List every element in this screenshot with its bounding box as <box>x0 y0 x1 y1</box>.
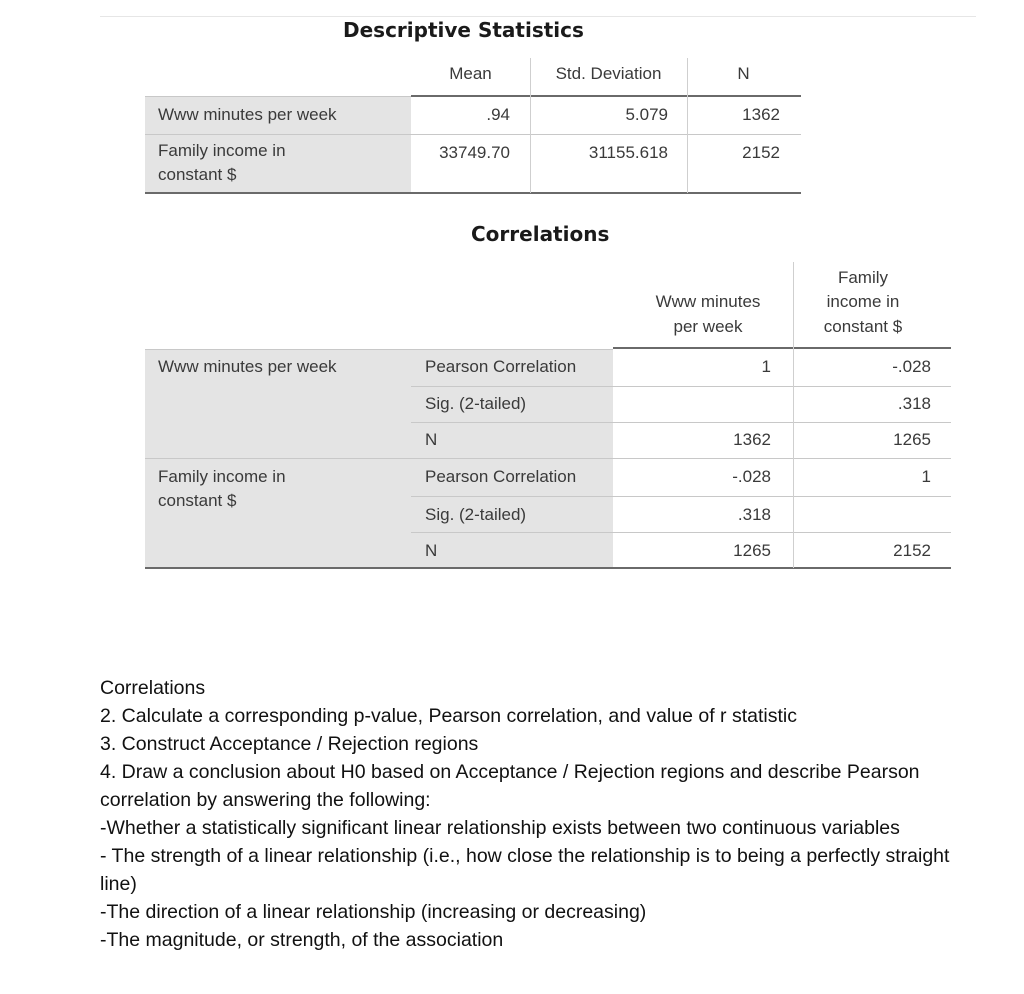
group-label-www-minutes: Www minutes per week <box>158 357 337 376</box>
group-divider <box>145 458 951 459</box>
group-label-family-income: Family income in <box>158 467 286 486</box>
stat-label-sig: Sig. (2-tailed) <box>425 505 527 524</box>
n-value: 1265 <box>893 430 931 449</box>
stat-label-sig: Sig. (2-tailed) <box>425 394 527 413</box>
stat-label-n: N <box>425 430 438 449</box>
sig-value: .318 <box>737 505 771 524</box>
sig-value: .318 <box>897 394 931 413</box>
stat-label-pearson: Pearson Correlation <box>425 357 577 376</box>
assignment-questions <box>100 674 980 954</box>
label-top-rule <box>145 349 613 350</box>
bottom-rule <box>145 567 951 569</box>
questions-heading: Correlations <box>100 677 206 699</box>
bottom-rule <box>145 192 801 194</box>
header-rule <box>613 347 951 349</box>
header-n: N <box>737 64 750 83</box>
mean-value: .94 <box>486 105 510 124</box>
corr-value: 1 <box>921 467 931 486</box>
bullet-magnitude: -The magnitude, or strength, of the association <box>100 929 504 951</box>
row-divider <box>411 422 951 423</box>
std-value: 31155.618 <box>588 143 668 162</box>
question-2: 2. Calculate a corresponding p-value, Pearson correlation, and value of r statistic <box>100 705 797 727</box>
question-3: 3. Construct Acceptance / Rejection regions <box>100 733 479 755</box>
n-value: 1362 <box>733 430 771 449</box>
row-label-family-income: Family income in <box>158 141 286 160</box>
n-value: 1362 <box>742 105 780 124</box>
bullet-direction: -The direction of a linear relationship (increasing or decreasing) <box>100 901 647 923</box>
col-header-www-minutes-line2: per week <box>673 317 743 336</box>
col-header-family-income-line3: constant $ <box>823 317 903 336</box>
col-header-family-income-line2: income in <box>826 292 900 311</box>
row-divider <box>411 532 951 533</box>
question-4: 4. Draw a conclusion about H0 based on Acceptance / Rejection regions and describe Pearson correlation by answering the following: <box>100 761 920 811</box>
corr-value: -.028 <box>732 467 771 486</box>
col-header-www-minutes: Www minutes <box>655 292 761 311</box>
row-label-www-minutes: Www minutes per week <box>158 105 337 124</box>
label-top-rule <box>145 96 411 97</box>
header-mean: Mean <box>449 64 492 83</box>
descriptive-statistics-title: Descriptive Statistics <box>343 18 584 42</box>
bullet-strength: - The strength of a linear relationship (i.e., how close the relationship is to being a perfectly straight line) <box>100 845 950 895</box>
n-value: 2152 <box>742 143 780 162</box>
corr-value: 1 <box>761 357 771 376</box>
row-divider <box>145 134 801 135</box>
mean-value: 33749.70 <box>439 143 510 162</box>
header-std-deviation: Std. Deviation <box>555 64 662 83</box>
stat-label-n: N <box>425 541 438 560</box>
stat-label-pearson: Pearson Correlation <box>425 467 577 486</box>
row-divider <box>411 386 951 387</box>
n-value: 1265 <box>733 541 771 560</box>
n-value: 2152 <box>893 541 931 560</box>
group-label-family-income-line2: constant $ <box>158 491 237 510</box>
corr-value: -.028 <box>892 357 931 376</box>
top-rule <box>100 16 976 17</box>
col-header-family-income: Family <box>837 268 889 287</box>
bullet-significance: -Whether a statistically significant linear relationship exists between two continuous variables <box>100 817 900 839</box>
header-rule <box>411 95 801 97</box>
std-value: 5.079 <box>625 105 668 124</box>
row-label-family-income-line2: constant $ <box>158 165 237 184</box>
correlations-title: Correlations <box>471 222 610 246</box>
row-divider <box>411 496 951 497</box>
